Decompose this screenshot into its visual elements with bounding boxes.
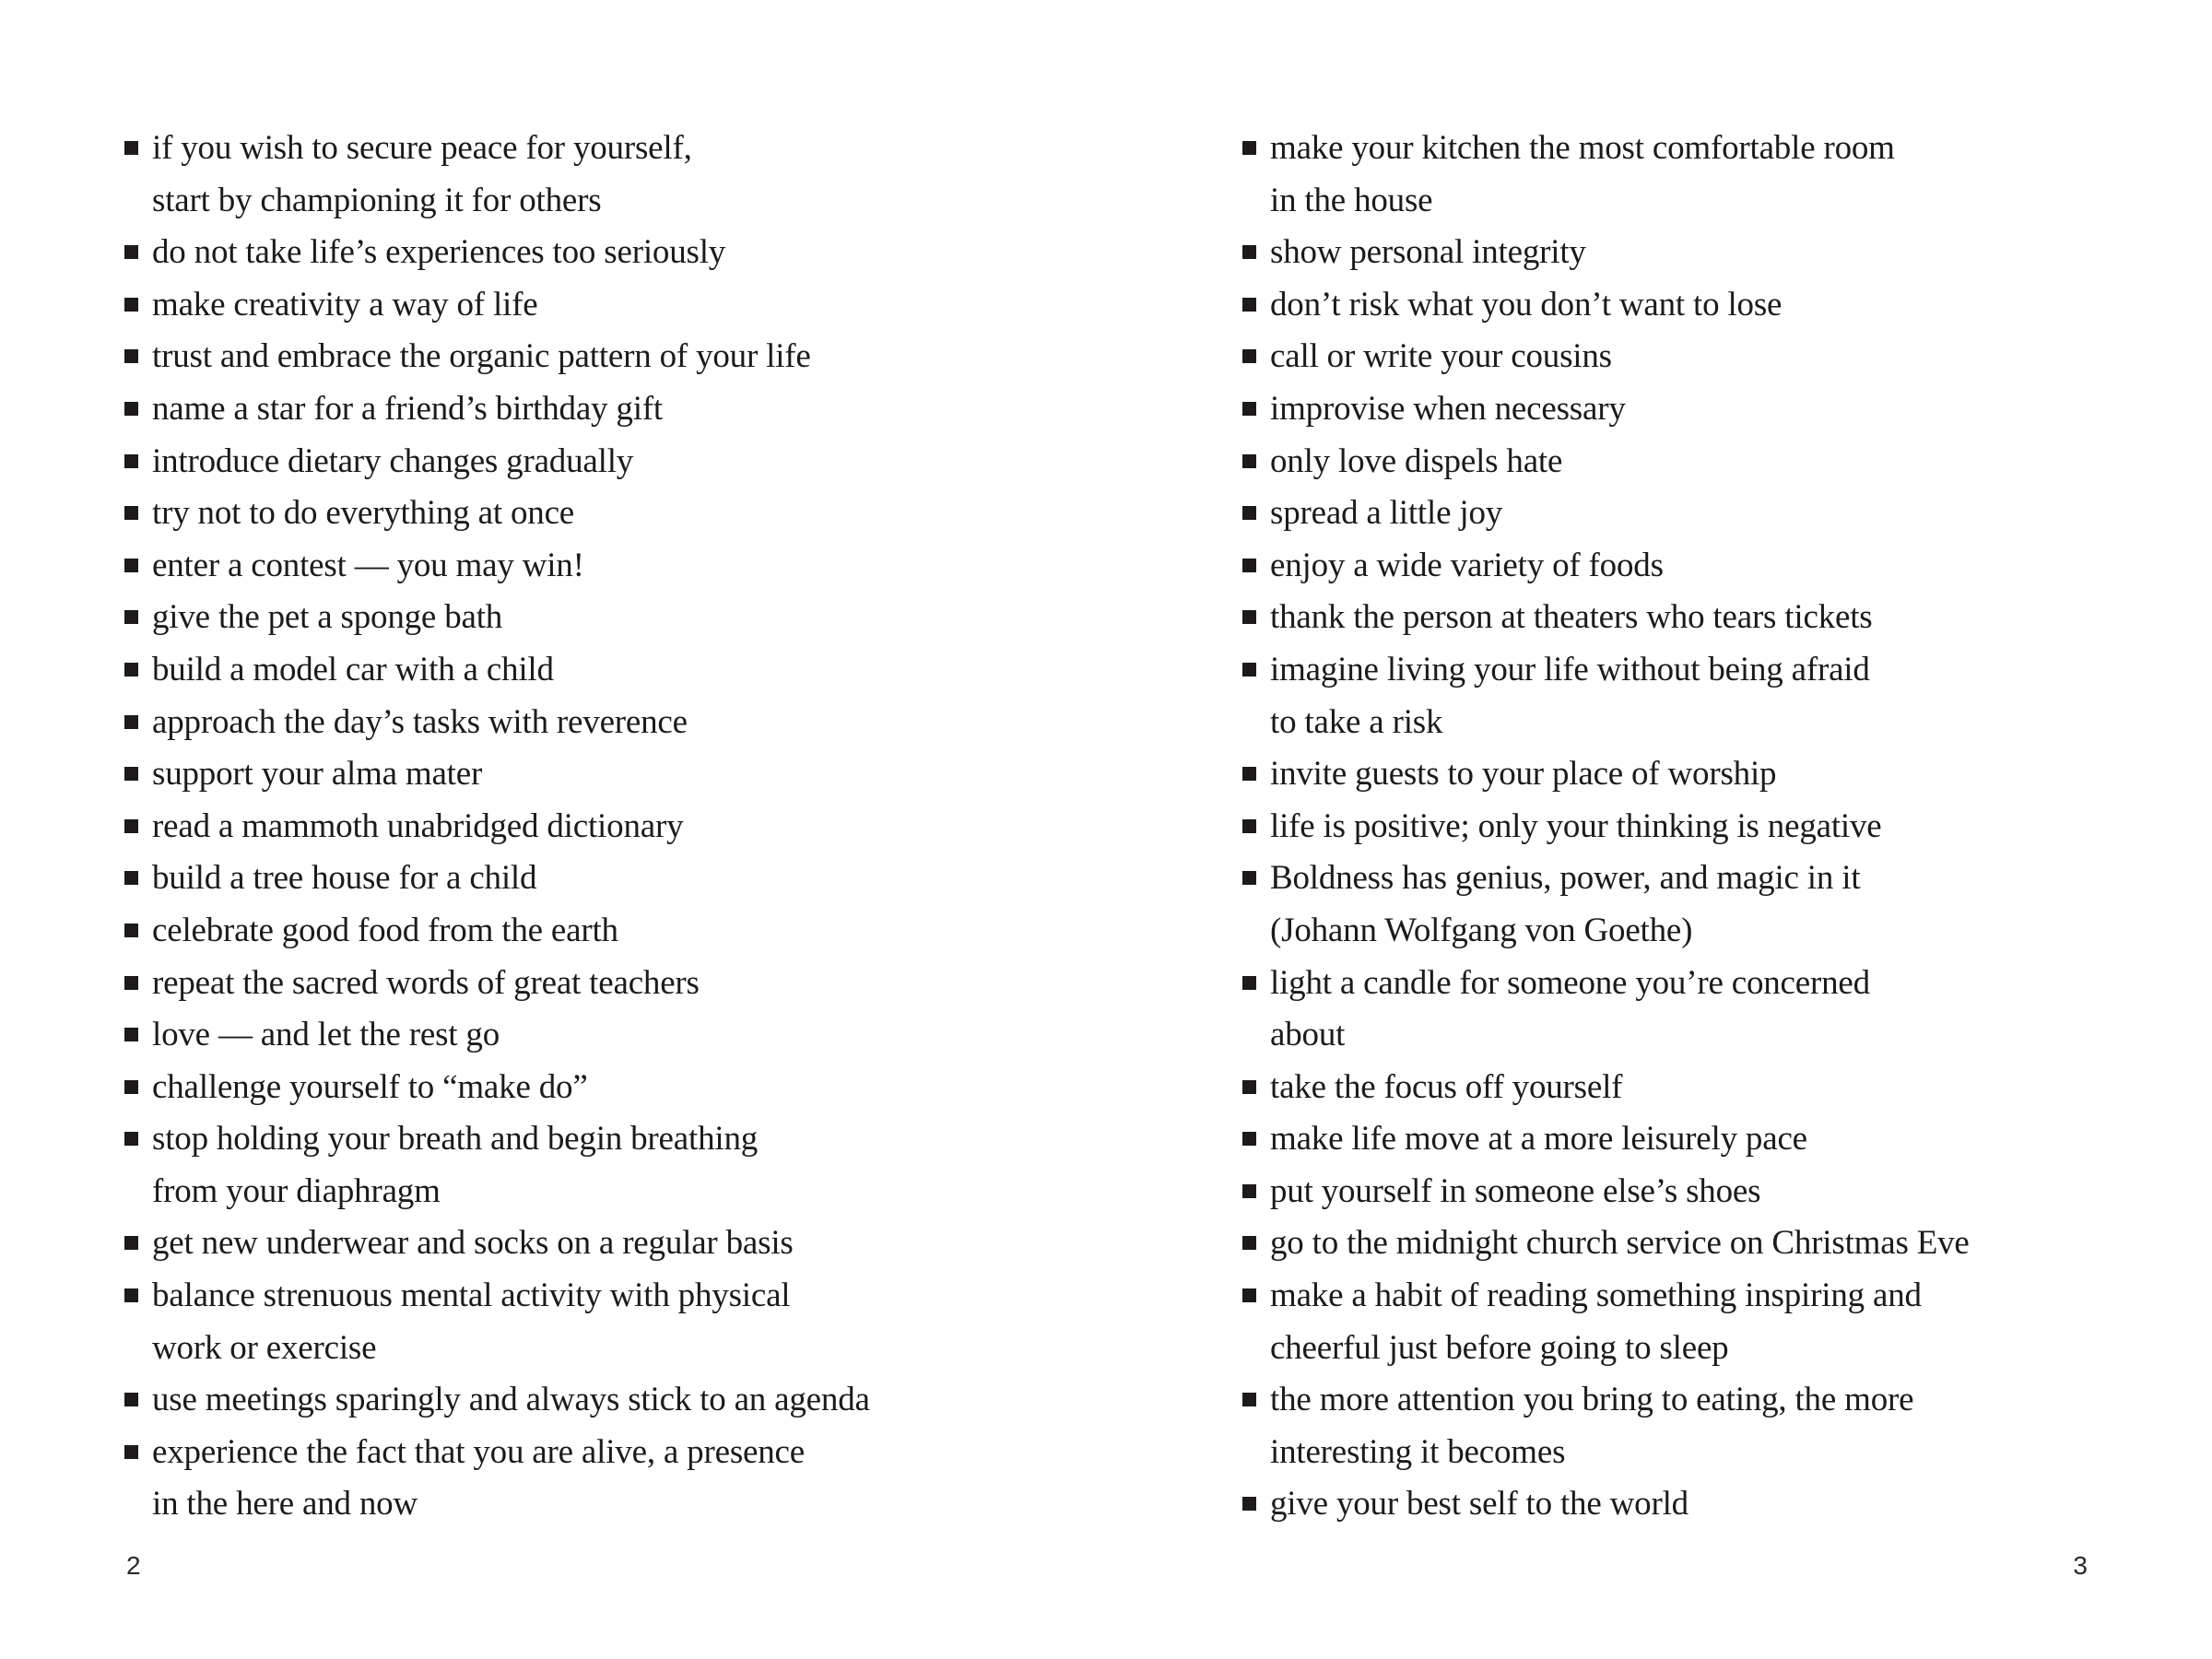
item-line: repeat the sacred words of great teachers xyxy=(152,963,700,1002)
item-line: make your kitchen the most comfortable room xyxy=(1270,129,1895,167)
page-right-content xyxy=(1242,123,2173,1531)
item-text xyxy=(1270,1374,2173,1478)
item-line: show personal integrity xyxy=(1270,233,1586,272)
list-item xyxy=(124,592,1046,644)
item-line: life is positive; only your thinking is negative xyxy=(1270,806,1882,845)
item-line: name a star for a friend’s birthday gift xyxy=(152,389,663,428)
item-line: put yourself in someone else’s shoes xyxy=(1270,1171,1761,1210)
item-line: read a mammoth unabridged dictionary xyxy=(152,806,684,845)
item-line: go to the midnight church service on Christmas Eve xyxy=(1270,1224,1970,1263)
bullet-square-icon xyxy=(1242,298,1256,312)
instructions-list xyxy=(1242,123,2173,1531)
list-item xyxy=(1242,748,2173,801)
bullet-square-icon xyxy=(124,767,138,781)
list-item xyxy=(1242,383,2173,436)
item-text xyxy=(152,227,1046,279)
page-number: 2 xyxy=(126,1551,141,1580)
list-item xyxy=(1242,592,2173,644)
bullet-square-icon xyxy=(1242,1080,1256,1094)
page-left-content xyxy=(124,123,1046,1531)
list-item xyxy=(124,331,1046,383)
list-item xyxy=(124,644,1046,697)
item-line: if you wish to secure peace for yourself, xyxy=(152,129,692,167)
bullet-square-icon xyxy=(1242,819,1256,833)
list-item xyxy=(1242,436,2173,488)
list-item xyxy=(124,227,1046,279)
item-text xyxy=(1270,748,2173,801)
list-item xyxy=(1242,1374,2173,1478)
page-right xyxy=(1106,0,2212,1659)
list-item xyxy=(124,697,1046,749)
list-item xyxy=(1242,1113,2173,1166)
bullet-square-icon xyxy=(124,298,138,312)
item-text xyxy=(152,697,1046,749)
item-text xyxy=(152,123,1046,227)
page-number: 3 xyxy=(2073,1551,2088,1580)
item-line: Boldness has genius, power, and magic in it xyxy=(1270,859,1861,898)
list-item xyxy=(124,540,1046,593)
item-text xyxy=(152,801,1046,853)
item-line: trust and embrace the organic pattern of your life xyxy=(152,337,811,376)
bullet-square-icon xyxy=(1242,559,1256,572)
item-text xyxy=(152,592,1046,644)
item-text xyxy=(1270,1062,2173,1114)
item-text xyxy=(1270,801,2173,853)
item-line: don’t risk what you don’t want to lose xyxy=(1270,285,1783,324)
bullet-square-icon xyxy=(124,141,138,155)
item-text xyxy=(1270,488,2173,540)
bullet-square-icon xyxy=(124,1236,138,1250)
bullet-square-icon xyxy=(124,1445,138,1459)
list-item xyxy=(1242,853,2173,957)
item-line: balance strenuous mental activity with physical xyxy=(152,1277,791,1315)
item-text xyxy=(152,488,1046,540)
item-text xyxy=(152,853,1046,905)
item-text xyxy=(152,436,1046,488)
item-line: take the focus off yourself xyxy=(1270,1067,1623,1106)
item-line: give the pet a sponge bath xyxy=(152,598,503,637)
list-item xyxy=(1242,488,2173,540)
item-line: improvise when necessary xyxy=(1270,389,1626,428)
list-item xyxy=(1242,227,2173,279)
item-text xyxy=(1270,279,2173,332)
list-item xyxy=(124,958,1046,1010)
bullet-square-icon xyxy=(124,349,138,363)
item-text xyxy=(1270,1218,2173,1270)
list-item xyxy=(124,1113,1046,1218)
item-line: from your diaphragm xyxy=(152,1171,441,1210)
bullet-square-icon xyxy=(124,454,138,468)
bullet-square-icon xyxy=(1242,349,1256,363)
item-line: approach the day’s tasks with reverence xyxy=(152,702,688,741)
bullet-square-icon xyxy=(1242,1184,1256,1198)
bullet-square-icon xyxy=(124,1288,138,1302)
item-line: build a model car with a child xyxy=(152,650,554,688)
list-item xyxy=(124,1427,1046,1531)
bullet-square-icon xyxy=(124,976,138,990)
item-line: make a habit of reading something inspiring and xyxy=(1270,1277,1922,1315)
list-item xyxy=(1242,1270,2173,1374)
list-item xyxy=(124,748,1046,801)
bullet-square-icon xyxy=(124,819,138,833)
item-text xyxy=(152,1270,1046,1374)
bullet-square-icon xyxy=(124,610,138,624)
item-line: enter a contest — you may win! xyxy=(152,546,584,584)
list-item xyxy=(124,1218,1046,1270)
item-text xyxy=(1270,436,2173,488)
list-item xyxy=(124,1270,1046,1374)
item-text xyxy=(1270,123,2173,227)
bullet-square-icon xyxy=(1242,1236,1256,1250)
list-item xyxy=(124,383,1046,436)
item-line: in the house xyxy=(1270,181,1433,219)
list-item xyxy=(124,801,1046,853)
item-line: in the here and now xyxy=(152,1485,418,1524)
item-text xyxy=(1270,383,2173,436)
item-line: love — and let the rest go xyxy=(152,1016,500,1054)
list-item xyxy=(1242,123,2173,227)
list-item xyxy=(1242,331,2173,383)
item-line: cheerful just before going to sleep xyxy=(1270,1328,1729,1367)
item-line: thank the person at theaters who tears tickets xyxy=(1270,598,1873,637)
bullet-square-icon xyxy=(1242,141,1256,155)
bullet-square-icon xyxy=(124,506,138,520)
item-line: spread a little joy xyxy=(1270,494,1503,533)
item-line: challenge yourself to “make do” xyxy=(152,1067,588,1106)
item-text xyxy=(1270,1478,2173,1531)
item-text xyxy=(152,1427,1046,1531)
list-item xyxy=(124,123,1046,227)
item-text xyxy=(152,279,1046,332)
item-line: make life move at a more leisurely pace xyxy=(1270,1120,1807,1159)
item-line: imagine living your life without being afraid xyxy=(1270,650,1870,688)
item-text xyxy=(152,1062,1046,1114)
list-item xyxy=(1242,1166,2173,1218)
bullet-square-icon xyxy=(1242,610,1256,624)
item-line: start by championing it for others xyxy=(152,181,602,219)
item-text xyxy=(1270,644,2173,748)
bullet-square-icon xyxy=(1242,506,1256,520)
bullet-square-icon xyxy=(1242,1288,1256,1302)
list-item xyxy=(124,853,1046,905)
item-line: to take a risk xyxy=(1270,702,1443,741)
item-text xyxy=(1270,540,2173,593)
bullet-square-icon xyxy=(124,715,138,729)
list-item xyxy=(124,436,1046,488)
item-line: introduce dietary changes gradually xyxy=(152,441,634,480)
bullet-square-icon xyxy=(124,559,138,572)
bullet-square-icon xyxy=(124,1132,138,1146)
bullet-square-icon xyxy=(1242,871,1256,885)
list-item xyxy=(1242,1478,2173,1531)
bullet-square-icon xyxy=(1242,1497,1256,1511)
item-line: invite guests to your place of worship xyxy=(1270,755,1777,794)
item-text xyxy=(152,905,1046,958)
instructions-list xyxy=(124,123,1046,1531)
item-text xyxy=(1270,1270,2173,1374)
item-text xyxy=(152,1374,1046,1427)
bullet-square-icon xyxy=(1242,1132,1256,1146)
bullet-square-icon xyxy=(124,1393,138,1406)
list-item xyxy=(1242,644,2173,748)
item-text xyxy=(1270,227,2173,279)
list-item xyxy=(1242,279,2173,332)
item-line: give your best self to the world xyxy=(1270,1485,1688,1524)
item-line: light a candle for someone you’re concerned xyxy=(1270,963,1870,1002)
item-line: do not take life’s experiences too seriously xyxy=(152,233,726,272)
item-text xyxy=(152,383,1046,436)
bullet-square-icon xyxy=(1242,454,1256,468)
list-item xyxy=(124,905,1046,958)
item-line: build a tree house for a child xyxy=(152,859,537,898)
item-line: enjoy a wide variety of foods xyxy=(1270,546,1664,584)
list-item xyxy=(1242,1062,2173,1114)
item-line: the more attention you bring to eating, the more xyxy=(1270,1381,1914,1419)
bullet-square-icon xyxy=(1242,976,1256,990)
item-line: work or exercise xyxy=(152,1328,377,1367)
bullet-square-icon xyxy=(1242,402,1256,416)
list-item xyxy=(124,1062,1046,1114)
item-line: stop holding your breath and begin breathing xyxy=(152,1120,759,1159)
list-item xyxy=(1242,958,2173,1062)
item-line: support your alma mater xyxy=(152,755,483,794)
item-text xyxy=(152,331,1046,383)
item-text xyxy=(152,644,1046,697)
bullet-square-icon xyxy=(124,871,138,885)
list-item xyxy=(124,1009,1046,1062)
item-line: experience the fact that you are alive, a presence xyxy=(152,1432,805,1471)
item-line: try not to do everything at once xyxy=(152,494,575,533)
item-text xyxy=(152,1113,1046,1218)
item-text xyxy=(152,958,1046,1010)
bullet-square-icon xyxy=(1242,245,1256,259)
bullet-square-icon xyxy=(124,402,138,416)
bullet-square-icon xyxy=(124,245,138,259)
list-item xyxy=(124,279,1046,332)
item-text xyxy=(1270,331,2173,383)
item-text xyxy=(152,1218,1046,1270)
list-item xyxy=(1242,801,2173,853)
item-line: (Johann Wolfgang von Goethe) xyxy=(1270,911,1693,949)
item-text xyxy=(152,748,1046,801)
item-text xyxy=(152,540,1046,593)
bullet-square-icon xyxy=(124,1080,138,1094)
item-line: use meetings sparingly and always stick to an agenda xyxy=(152,1381,870,1419)
item-text xyxy=(1270,592,2173,644)
list-item xyxy=(124,488,1046,540)
item-line: about xyxy=(1270,1016,1346,1054)
item-line: get new underwear and socks on a regular basis xyxy=(152,1224,794,1263)
item-line: make creativity a way of life xyxy=(152,285,538,324)
item-text xyxy=(152,1009,1046,1062)
item-line: call or write your cousins xyxy=(1270,337,1612,376)
bullet-square-icon xyxy=(1242,663,1256,677)
item-text xyxy=(1270,1113,2173,1166)
item-line: celebrate good food from the earth xyxy=(152,911,618,949)
item-text xyxy=(1270,958,2173,1062)
list-item xyxy=(1242,540,2173,593)
bullet-square-icon xyxy=(124,663,138,677)
bullet-square-icon xyxy=(1242,767,1256,781)
list-item xyxy=(1242,1218,2173,1270)
item-line: interesting it becomes xyxy=(1270,1432,1566,1471)
bullet-square-icon xyxy=(124,924,138,937)
item-text xyxy=(1270,853,2173,957)
list-item xyxy=(124,1374,1046,1427)
item-text xyxy=(1270,1166,2173,1218)
bullet-square-icon xyxy=(1242,1393,1256,1406)
bullet-square-icon xyxy=(124,1028,138,1041)
item-line: only love dispels hate xyxy=(1270,441,1563,480)
